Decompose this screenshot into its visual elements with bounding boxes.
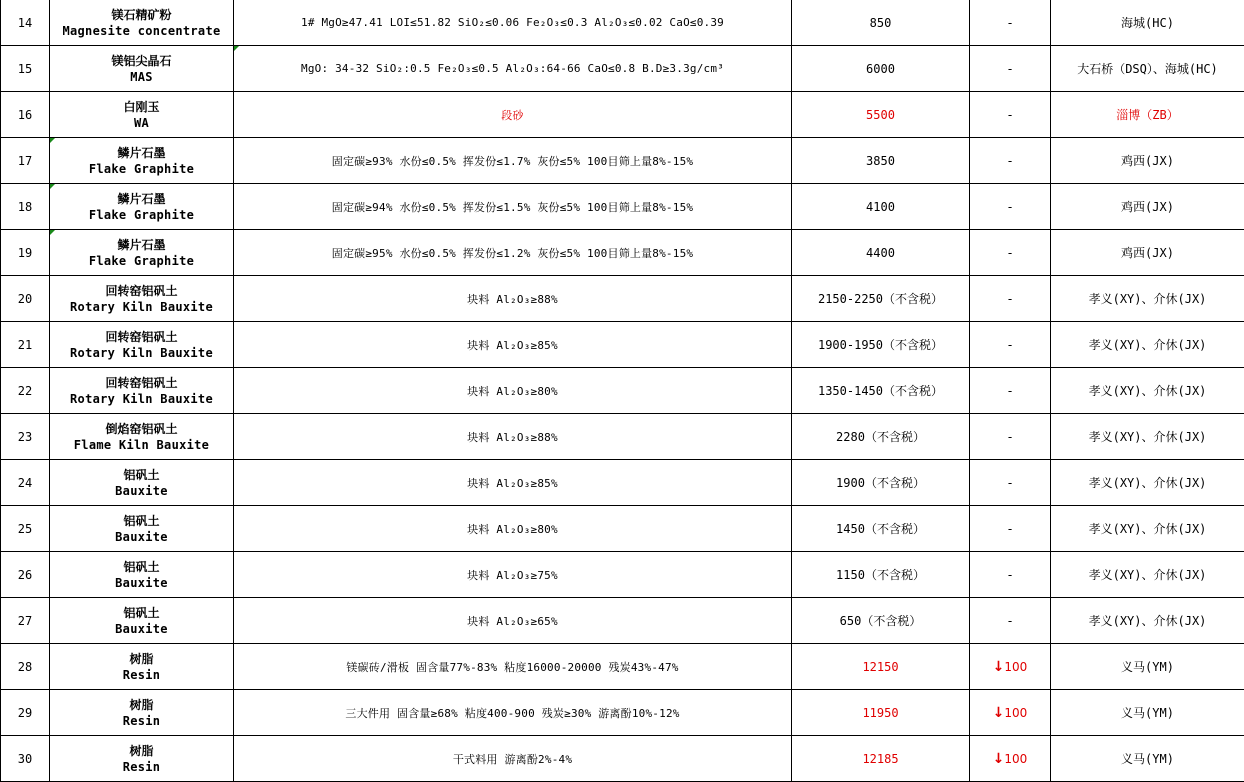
table-row <box>1 230 1244 276</box>
change-cell[interactable] <box>970 276 1051 322</box>
price-text: 1900-1950（不含税） <box>817 338 944 352</box>
product-name-en: Bauxite <box>115 621 168 636</box>
price-text: 3850 <box>866 153 895 168</box>
row-number: 14 <box>17 15 33 30</box>
product-name-zh: 铝矾土 <box>123 513 160 528</box>
location-text: 孝义(XY)、介休(JX) <box>1088 292 1207 306</box>
location-cell[interactable] <box>1051 138 1244 184</box>
price-cell[interactable] <box>792 184 970 230</box>
price-cell[interactable] <box>792 230 970 276</box>
row-number-cell[interactable] <box>1 506 50 552</box>
comment-marker-icon <box>50 230 55 235</box>
spec-text: MgO: 34-32 SiO₂:0.5 Fe₂O₃≤0.5 Al₂O₃:64-66 CaO≤0.8 B.D≥3.3g/cm³ <box>301 62 724 75</box>
spec-cell[interactable] <box>234 552 792 598</box>
row-number-cell[interactable] <box>1 184 50 230</box>
change-text: 100 <box>1004 705 1028 720</box>
product-name-en: Flake Graphite <box>88 207 195 222</box>
table-row <box>1 644 1244 690</box>
price-cell[interactable] <box>792 644 970 690</box>
product-name-en: Flake Graphite <box>88 253 195 268</box>
product-name-zh: 树脂 <box>129 697 154 712</box>
change-cell[interactable] <box>970 92 1051 138</box>
product-name-en: Bauxite <box>115 529 168 544</box>
location-cell[interactable] <box>1051 552 1244 598</box>
comment-marker-icon <box>234 46 239 51</box>
change-text: - <box>1007 245 1013 260</box>
price-text: 2150-2250（不含税） <box>817 292 944 306</box>
change-text: - <box>1007 429 1013 444</box>
row-number: 18 <box>17 199 33 214</box>
spec-text: 块料 Al₂O₃≥80% <box>467 522 558 536</box>
location-text: 鸡西(JX) <box>1121 246 1174 260</box>
location-text: 孝义(XY)、介休(JX) <box>1088 476 1207 490</box>
product-name-cell[interactable] <box>50 414 234 460</box>
location-cell[interactable] <box>1051 46 1244 92</box>
price-cell[interactable] <box>792 690 970 736</box>
location-cell[interactable] <box>1051 368 1244 414</box>
location-text: 鸡西(JX) <box>1121 154 1174 168</box>
spec-cell[interactable] <box>234 506 792 552</box>
change-text: - <box>1007 567 1013 582</box>
price-text: 5500 <box>866 107 895 122</box>
change-text: - <box>1007 475 1013 490</box>
spec-cell[interactable] <box>234 184 792 230</box>
change-text: 100 <box>1004 659 1028 674</box>
product-name-cell[interactable] <box>50 552 234 598</box>
change-cell[interactable] <box>970 644 1051 690</box>
product-name-cell[interactable] <box>50 0 234 46</box>
location-cell[interactable] <box>1051 230 1244 276</box>
change-cell[interactable] <box>970 46 1051 92</box>
table-row <box>1 322 1244 368</box>
table-row <box>1 506 1244 552</box>
table-row <box>1 184 1244 230</box>
product-name-cell[interactable] <box>50 460 234 506</box>
location-cell[interactable] <box>1051 506 1244 552</box>
row-number: 30 <box>17 751 33 766</box>
product-name-en: Resin <box>122 713 161 728</box>
product-name-en: Bauxite <box>115 483 168 498</box>
row-number-cell[interactable] <box>1 230 50 276</box>
spec-cell[interactable] <box>234 460 792 506</box>
change-cell[interactable] <box>970 184 1051 230</box>
table-row <box>1 368 1244 414</box>
location-text: 海城(HC) <box>1121 16 1174 30</box>
location-text: 鸡西(JX) <box>1121 200 1174 214</box>
comment-marker-icon <box>50 138 55 143</box>
spec-cell[interactable] <box>234 368 792 414</box>
price-cell[interactable] <box>792 138 970 184</box>
price-text: 4100 <box>866 199 895 214</box>
product-name-zh: 铝矾土 <box>123 605 160 620</box>
price-text: 850 <box>869 15 892 30</box>
row-number-cell[interactable] <box>1 644 50 690</box>
change-cell[interactable] <box>970 368 1051 414</box>
product-name-zh: 回转窑铝矾土 <box>105 375 178 390</box>
comment-marker-icon <box>50 184 55 189</box>
row-number: 19 <box>17 245 33 260</box>
table-row <box>1 414 1244 460</box>
row-number: 29 <box>17 705 33 720</box>
row-number: 28 <box>17 659 33 674</box>
table-row <box>1 598 1244 644</box>
product-name-zh: 白刚玉 <box>123 99 160 114</box>
spec-text: 干式料用 游离酚2%-4% <box>452 752 573 766</box>
price-cell[interactable] <box>792 368 970 414</box>
spec-cell[interactable] <box>234 598 792 644</box>
product-name-en: Resin <box>122 667 161 682</box>
table-row <box>1 92 1244 138</box>
table-row <box>1 552 1244 598</box>
table-row <box>1 736 1244 782</box>
product-name-en: WA <box>133 115 150 130</box>
product-name-cell[interactable] <box>50 506 234 552</box>
change-text: - <box>1007 15 1013 30</box>
product-name-cell[interactable] <box>50 644 234 690</box>
product-name-cell[interactable] <box>50 92 234 138</box>
product-name-zh: 倒焰窑铝矾土 <box>105 421 178 436</box>
row-number: 20 <box>17 291 33 306</box>
product-name-cell[interactable] <box>50 598 234 644</box>
location-text: 大石桥（DSQ）、海城(HC) <box>1077 62 1218 76</box>
product-name-en: Rotary Kiln Bauxite <box>70 345 213 360</box>
location-cell[interactable] <box>1051 460 1244 506</box>
location-text: 淄博（ZB） <box>1116 108 1179 122</box>
product-name-zh: 树脂 <box>129 743 154 758</box>
change-text: - <box>1007 383 1013 398</box>
price-cell[interactable] <box>792 506 970 552</box>
row-number: 15 <box>17 61 33 76</box>
change-text: - <box>1007 153 1013 168</box>
spec-cell[interactable] <box>234 414 792 460</box>
row-number-cell[interactable] <box>1 46 50 92</box>
product-name-cell[interactable] <box>50 276 234 322</box>
price-text: 6000 <box>866 61 895 76</box>
table-row <box>1 276 1244 322</box>
change-cell[interactable] <box>970 506 1051 552</box>
location-text: 义马(YM) <box>1121 752 1174 766</box>
product-name-zh: 镁石精矿粉 <box>111 7 172 22</box>
spec-cell[interactable] <box>234 322 792 368</box>
location-cell[interactable] <box>1051 276 1244 322</box>
row-number: 23 <box>17 429 33 444</box>
spec-cell[interactable] <box>234 690 792 736</box>
product-name-en: Rotary Kiln Bauxite <box>70 299 213 314</box>
arrow-down-icon: ↓ <box>992 704 1005 721</box>
product-name-cell[interactable] <box>50 690 234 736</box>
table-row <box>1 690 1244 736</box>
spec-cell[interactable] <box>234 644 792 690</box>
location-cell[interactable] <box>1051 322 1244 368</box>
row-number-cell[interactable] <box>1 276 50 322</box>
row-number: 26 <box>17 567 33 582</box>
spec-text: 块料 Al₂O₃≥65% <box>467 614 558 628</box>
row-number-cell[interactable] <box>1 552 50 598</box>
change-text: - <box>1007 613 1013 628</box>
row-number: 24 <box>17 475 33 490</box>
product-name-en: Bauxite <box>115 575 168 590</box>
change-cell[interactable] <box>970 736 1051 782</box>
change-cell[interactable] <box>970 138 1051 184</box>
location-text: 义马(YM) <box>1121 660 1174 674</box>
change-text: - <box>1007 521 1013 536</box>
product-name-en: Rotary Kiln Bauxite <box>70 391 213 406</box>
price-cell[interactable] <box>792 276 970 322</box>
product-name-zh: 铝矾土 <box>123 467 160 482</box>
spec-text: 固定碳≥94% 水份≤0.5% 挥发份≤1.5% 灰份≤5% 100目筛上量8%-15% <box>331 200 694 214</box>
price-text: 1150（不含税） <box>836 568 925 582</box>
location-text: 孝义(XY)、介休(JX) <box>1088 430 1207 444</box>
location-text: 孝义(XY)、介休(JX) <box>1088 614 1207 628</box>
price-cell[interactable] <box>792 552 970 598</box>
location-cell[interactable] <box>1051 690 1244 736</box>
spec-text: 三大件用 固含量≥68% 粘度400-900 残炭≥30% 游离酚10%-12% <box>345 706 680 720</box>
table-row <box>1 46 1244 92</box>
price-text: 1900（不含税） <box>836 476 925 490</box>
change-cell[interactable] <box>970 0 1051 46</box>
location-cell[interactable] <box>1051 184 1244 230</box>
product-name-zh: 鳞片石墨 <box>117 237 166 252</box>
row-number-cell[interactable] <box>1 138 50 184</box>
price-text: 12185 <box>862 751 899 766</box>
row-number: 25 <box>17 521 33 536</box>
change-cell[interactable] <box>970 690 1051 736</box>
arrow-down-icon: ↓ <box>992 750 1005 767</box>
price-cell[interactable] <box>792 598 970 644</box>
spec-text: 块料 Al₂O₃≥85% <box>467 338 558 352</box>
price-cell[interactable] <box>792 736 970 782</box>
change-text: - <box>1007 61 1013 76</box>
price-text: 2280（不含税） <box>836 430 925 444</box>
product-name-en: Flake Graphite <box>88 161 195 176</box>
change-cell[interactable] <box>970 598 1051 644</box>
price-cell[interactable] <box>792 460 970 506</box>
location-cell[interactable] <box>1051 736 1244 782</box>
product-name-cell[interactable] <box>50 230 234 276</box>
table-row <box>1 460 1244 506</box>
product-name-en: Flame Kiln Bauxite <box>73 437 210 452</box>
product-name-zh: 回转窑铝矾土 <box>105 329 178 344</box>
spec-text: 1# MgO≥47.41 LOI≤51.82 SiO₂≤0.06 Fe₂O₃≤0.3 Al₂O₃≤0.02 CaO≤0.39 <box>301 16 724 29</box>
row-number-cell[interactable] <box>1 690 50 736</box>
product-name-en: MAS <box>130 69 153 84</box>
spec-text: 固定碳≥93% 水份≤0.5% 挥发份≤1.7% 灰份≤5% 100目筛上量8%-15% <box>331 154 694 168</box>
product-name-cell[interactable] <box>50 322 234 368</box>
change-cell[interactable] <box>970 552 1051 598</box>
price-cell[interactable] <box>792 46 970 92</box>
spec-cell[interactable] <box>234 276 792 322</box>
row-number-cell[interactable] <box>1 0 50 46</box>
price-text: 1450（不含税） <box>836 522 925 536</box>
change-text: - <box>1007 107 1013 122</box>
row-number: 21 <box>17 337 33 352</box>
row-number-cell[interactable] <box>1 92 50 138</box>
row-number-cell[interactable] <box>1 322 50 368</box>
price-cell[interactable] <box>792 322 970 368</box>
product-name-cell[interactable] <box>50 736 234 782</box>
product-name-zh: 铝矾土 <box>123 559 160 574</box>
change-text: - <box>1007 337 1013 352</box>
location-cell[interactable] <box>1051 0 1244 46</box>
price-text: 11950 <box>862 705 899 720</box>
price-text: 650（不含税） <box>839 614 922 628</box>
price-text: 1350-1450（不含税） <box>817 384 944 398</box>
change-text: 100 <box>1004 751 1028 766</box>
table-body <box>1 0 1244 782</box>
product-name-zh: 鳞片石墨 <box>117 191 166 206</box>
product-name-cell[interactable] <box>50 46 234 92</box>
row-number: 17 <box>17 153 33 168</box>
row-number-cell[interactable] <box>1 736 50 782</box>
spec-text: 块料 Al₂O₃≥85% <box>467 476 558 490</box>
location-cell[interactable] <box>1051 92 1244 138</box>
location-text: 孝义(XY)、介休(JX) <box>1088 522 1207 536</box>
price-text: 12150 <box>862 659 899 674</box>
product-name-cell[interactable] <box>50 138 234 184</box>
price-cell[interactable] <box>792 92 970 138</box>
product-name-en: Resin <box>122 759 161 774</box>
product-name-zh: 回转窑铝矾土 <box>105 283 178 298</box>
change-text: - <box>1007 291 1013 306</box>
spec-text: 固定碳≥95% 水份≤0.5% 挥发份≤1.2% 灰份≤5% 100目筛上量8%-15% <box>331 246 694 260</box>
change-cell[interactable] <box>970 414 1051 460</box>
spec-text: 块料 Al₂O₃≥75% <box>467 568 558 582</box>
change-text: - <box>1007 199 1013 214</box>
spec-text: 块料 Al₂O₃≥80% <box>467 384 558 398</box>
row-number: 16 <box>17 107 33 122</box>
spec-cell[interactable] <box>234 138 792 184</box>
product-name-cell[interactable] <box>50 184 234 230</box>
price-cell[interactable] <box>792 0 970 46</box>
row-number-cell[interactable] <box>1 460 50 506</box>
spec-text: 块料 Al₂O₃≥88% <box>467 430 558 444</box>
change-cell[interactable] <box>970 460 1051 506</box>
product-name-zh: 树脂 <box>129 651 154 666</box>
price-cell[interactable] <box>792 414 970 460</box>
location-text: 孝义(XY)、介休(JX) <box>1088 338 1207 352</box>
row-number-cell[interactable] <box>1 414 50 460</box>
product-name-cell[interactable] <box>50 368 234 414</box>
spec-text: 段砂 <box>501 108 524 122</box>
location-cell[interactable] <box>1051 414 1244 460</box>
change-cell[interactable] <box>970 230 1051 276</box>
location-cell[interactable] <box>1051 644 1244 690</box>
spec-text: 镁碳砖/滑板 固含量77%-83% 粘度16000-20000 残炭43%-47% <box>346 660 679 674</box>
row-number: 27 <box>17 613 33 628</box>
row-number-cell[interactable] <box>1 368 50 414</box>
location-text: 义马(YM) <box>1121 706 1174 720</box>
price-text: 4400 <box>866 245 895 260</box>
location-text: 孝义(XY)、介休(JX) <box>1088 384 1207 398</box>
product-name-zh: 鳞片石墨 <box>117 145 166 160</box>
spec-cell[interactable] <box>234 0 792 46</box>
spec-cell[interactable] <box>234 230 792 276</box>
spec-cell[interactable] <box>234 92 792 138</box>
product-name-en: Magnesite concentrate <box>62 23 221 38</box>
spec-cell[interactable] <box>234 46 792 92</box>
location-text: 孝义(XY)、介休(JX) <box>1088 568 1207 582</box>
change-cell[interactable] <box>970 322 1051 368</box>
spec-cell[interactable] <box>234 736 792 782</box>
location-cell[interactable] <box>1051 598 1244 644</box>
spec-text: 块料 Al₂O₃≥88% <box>467 292 558 306</box>
product-name-zh: 镁铝尖晶石 <box>111 53 172 68</box>
table-row <box>1 138 1244 184</box>
table-row <box>1 0 1244 46</box>
arrow-down-icon: ↓ <box>992 658 1005 675</box>
row-number: 22 <box>17 383 33 398</box>
row-number-cell[interactable] <box>1 598 50 644</box>
